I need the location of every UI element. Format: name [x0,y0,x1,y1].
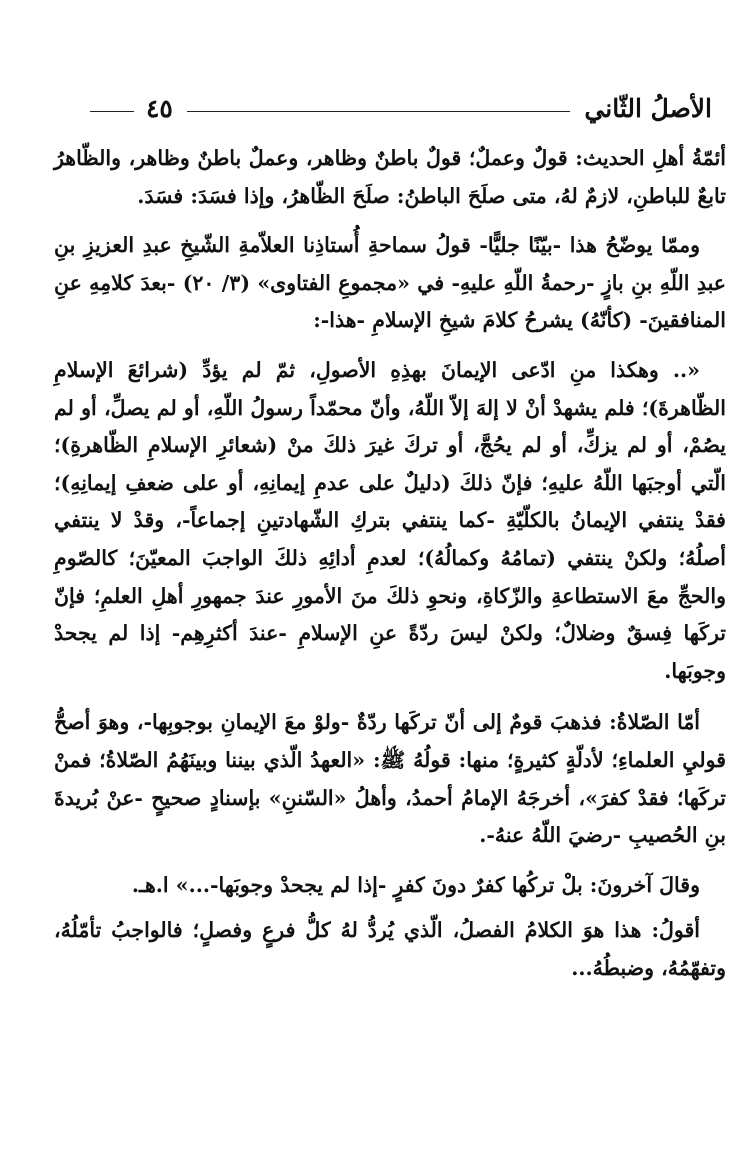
paragraph-ibn-baz-citation: وممّا يوضّحُ هذا -بيّنًا جليًّا- قولُ سماحةِ أُستاذِنا العلاّمةِ الشّيخِ عبدِ العزيزِ بنِ عبدِ اللّهِ بنِ بازٍ -رحمةُ اللّهِ عليهِ- في «مجموعِ الفتاوى» (٣/ ٢٠) -بعدَ كلامِهِ عنِ المنافقينَ- (كأنّهُ) يشرحُ كلامَ شيخِ الإسلامِ -هذا-: [54,233,727,333]
paragraph-quote: «.. وهكذا منِ ادّعى الإيمانَ بهذِهِ الأصولِ، ثمّ لم يؤدِّ (شرائعَ الإسلامِ الظّاهرةَ)؛ فلم يشهدْ أنْ لا إلهَ إلاّ اللّهُ، وأنّ محمّداً رسولُ اللّهِ، أو لم يصلِّ، أو لم يصُمْ، أو لم يزكِّ، أو لم يحُجَّ، أو تركَ غيرَ ذلكَ منْ (شعائرِ الإسلامِ الظّاهرةِ)؛ الّتي أوجبَها اللّهُ عليهِ؛ فإنّ ذلكَ (دليلٌ على عدمِ إيمانِهِ، أو على ضعفِ إيمانِهِ)؛ فقدْ ينتفي الإيمانُ بالكلّيّةِ -كما ينتفي بتركِ الشّهادتينِ إجماعاً-، وقدْ لا ينتفي أصلُهُ؛ ولكنْ ينتفي (تمامُهُ وكمالُهُ)؛ لعدمِ أدائِهِ ذلكَ الواجبَ المعيّنَ؛ كالصّومِ والحجِّ معَ الاستطاعةِ والزّكاةِ، ونحوِ ذلكَ منَ الأمورِ عندَ جمهورِ أهلِ العلمِ؛ فإنّ تركَها فِسقٌ وضلالٌ؛ ولكنْ ليسَ ردّةً عنِ الإسلامِ -عندَ أكثرِهِم- إذا لم يجحدْ وجوبَها. [54,357,726,683]
paragraph-others-said: وقالَ آخرونَ: بلْ تركُها كفرٌ دونَ كفرٍ -إذا لم يجحدْ وجوبَها-...» ا.هـ. [131,872,700,897]
page-number: ٤٥ [146,93,173,123]
page-header [90,86,712,130]
paragraph-intro: أئمّةُ أهلِ الحديث: قولٌ وعملٌ؛ قولٌ باطنٌ وظاهر، وعملٌ باطنٌ وظاهر، والظّاهرُ تابعٌ للباطنِ، لازمٌ لهُ، متى صلَحَ الباطنُ: صلَحَ الظّاهرُ، وإذا فسَدَ: فسَدَ. [54,146,726,208]
page-body [54,140,726,999]
running-title: الأصلُ الثّاني [584,93,712,123]
paragraph-prayer: أمّا الصّلاةُ: فذهبَ قومٌ إلى أنّ تركَها ردّةٌ -ولوْ معَ الإيمانِ بوجوبِها-، وهوَ أصحُّ قوليِ العلماءِ؛ لأدلّةٍ كثيرةٍ؛ منها: قولُهُ ﷺ: «العهدُ الّذي بيننا وبينَهُمُ الصّلاةُ؛ فمنْ تركَها؛ فقدْ كفرَ»، أخرجَهُ الإمامُ أحمدُ، وأهلُ «السّننِ» بإسنادٍ صحيحٍ -عنْ بُريدةَ بنِ الحُصيبِ -رضيَ اللّهُ عنهُ-. [54,710,726,848]
header-rule [187,111,571,112]
header-short-rule [90,111,134,112]
paragraph-conclusion: أقولُ: هذا هوَ الكلامُ الفصلُ، الّذي يُردُّ لهُ كلُّ فرعٍ وفصلٍ؛ فالواجبُ تأمّلُهُ، وتفهّمُهُ، وضبطُهُ... [54,918,726,980]
